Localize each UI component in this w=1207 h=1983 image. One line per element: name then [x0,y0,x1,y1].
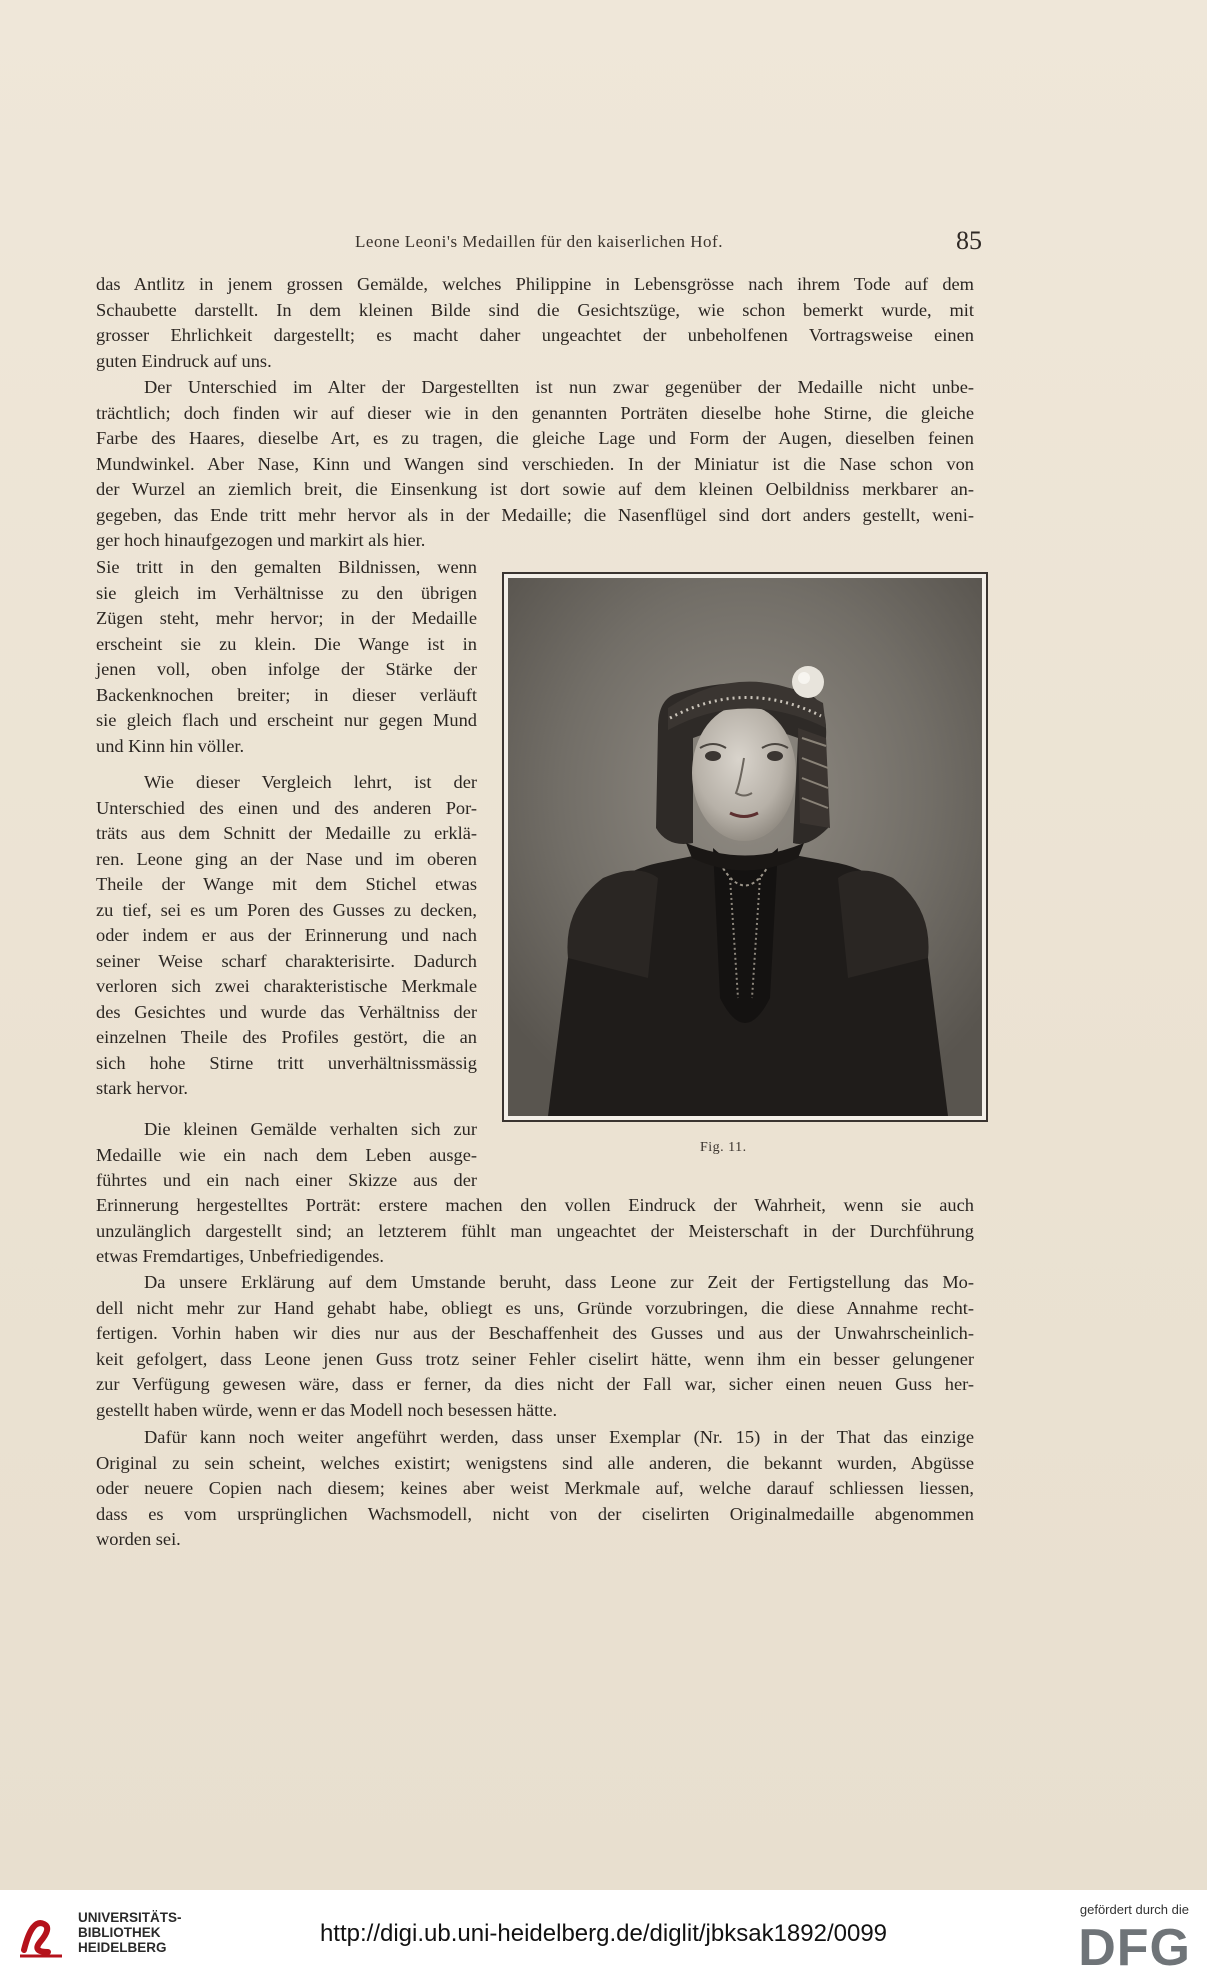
text-line: Da unsere Erklärung auf dem Umstande beruht, dass Leone zur Zeit der Fertigstellung das Mo- [144,1272,974,1292]
paragraph-3 [96,555,477,759]
text-line: etwas Fremdartiges, Unbefriedigendes. [96,1246,385,1266]
text-line: erscheint sie zu klein. Die Wange ist in [96,633,477,654]
text-line: oder indem er aus der Erinnerung und nach [96,925,477,945]
text-line: oder neuere Copien nach diesem; keines aber weist Merkmale auf, welche darauf schliessen liessen, [96,1478,974,1498]
text-line: grosser Ehrlichkeit dargestellt; es macht daher ungeachtet der unbeholfenen Vortragsweise einen [96,325,974,345]
paragraph-2 [96,375,974,554]
text-line: sich hohe Stirne tritt unverhältnissmässig [96,1052,477,1073]
text-line: das Antlitz in jenem grossen Gemälde, welches Philippine in Lebensgrösse nach ihrem Tode auf dem [96,274,974,294]
text-line: Theile der Wange mit dem Stichel etwas [96,874,477,894]
paragraph-5-continued [96,1193,974,1270]
text-line: Der Unterschied im Alter der Dargestellten ist nun zwar gegenüber der Medaille nicht unbe- [144,377,974,397]
text-line: Medaille wie ein nach dem Leben ausge- [96,1144,477,1165]
text-line: führtes und ein nach einer Skizze aus der [96,1170,477,1190]
text-line: fertigen. Vorhin haben wir dies nur aus der Beschaffenheit des Gusses und aus der Unwahrscheinlich- [96,1323,974,1343]
text-line: und Kinn hin völler. [96,735,245,756]
paragraph-5 [96,1117,477,1194]
text-line: sie gleich flach und erscheint nur gegen Mund [96,710,477,730]
text-line: Erinnerung hergestelltes Porträt: erstere machen den vollen Eindruck der Wahrheit, wenn sie auch [96,1195,974,1215]
figure-caption: Fig. 11. [700,1140,747,1155]
text-line: Dafür kann noch weiter angeführt werden, dass unser Exemplar (Nr. 15) in der That das einzige [144,1427,974,1447]
digital-library-url[interactable]: http://digi.ub.uni-heidelberg.de/diglit/jbksak1892/0099 [319,1920,888,1947]
text-line: Sie tritt in den gemalten Bildnissen, wenn [96,557,477,577]
text-line: einzelnen Theile des Profiles gestört, die an [96,1027,477,1047]
portrait-illustration [508,578,982,1116]
text-line: trächtlich; doch finden wir auf dieser wie in den genannten Porträten dieselbe hohe Stirne, die gleiche [96,402,974,423]
text-line: träts aus dem Schnitt der Medaille zu erklä- [96,823,477,843]
text-line: Farbe des Haares, dieselbe Art, es zu tragen, die gleiche Lage und Form der Augen, dieselben feinen [96,428,974,448]
running-header [96,226,982,266]
text-line: stark hervor. [96,1078,188,1098]
paragraph-7 [96,1425,974,1553]
text-line: Backenknochen breiter; in dieser verläuft [96,684,477,705]
paragraph-6 [96,1270,974,1423]
text-line: Schaubette darstellt. In dem kleinen Bilde sind die Gesichtszüge, wie schon bemerkt wurde, mit [96,299,974,320]
text-line: Unterschied des einen und des anderen Por- [96,797,477,818]
text-line: guten Eindruck auf uns. [96,350,272,371]
text-line: Original zu sein scheint, welches existirt; wenigstens sind alle anderen, die bekannt wurden, Abgüsse [96,1452,974,1473]
text-line: Die kleinen Gemälde verhalten sich zur [144,1119,477,1139]
text-line: keit gefolgert, dass Leone jenen Guss trotz seiner Fehler ciselirt hätte, wenn ihm ein besser gelungener [96,1348,974,1369]
text-line: Mundwinkel. Aber Nase, Kinn und Wangen sind verschieden. In der Miniatur ist die Nase schon von [96,453,974,474]
text-line: gegeben, das Ende tritt mehr hervor als in der Medaille; die Nasenflügel sind dort anders gestellt, weni- [96,504,974,525]
paragraph-4 [96,770,477,1102]
footer-bar [0,1890,1207,1983]
portrait-image [508,578,982,1116]
text-line: dass es vom ursprünglichen Wachsmodell, nicht von der ciselirten Originalmedaille abgenommen [96,1503,974,1524]
text-line: Wie dieser Vergleich lehrt, ist der [144,772,477,792]
text-line: zur Verfügung gewesen wäre, dass er ferner, da dies nicht der Fall war, sicher einen neuen Guss her- [96,1374,974,1394]
dfg-logo: DFG [1078,1919,1191,1977]
library-name-line: BIBLIOTHEK [78,1925,161,1940]
text-line: sie gleich im Verhältnisse zu den übrigen [96,582,477,603]
text-line: gestellt haben würde, wenn er das Modell noch besessen hätte. [96,1399,558,1420]
page-number: 85 [956,226,982,255]
text-line: des Gesichtes und wurde das Verhältniss der [96,1001,477,1022]
text-line: jenen voll, oben infolge der Stärke der [96,659,477,679]
running-title: Leone Leoni's Medaillen für den kaiserlichen Hof. [355,232,723,251]
text-line: ger hoch hinaufgezogen und markirt als hier. [96,530,426,550]
text-line: Zügen steht, mehr hervor; in der Medaille [96,608,477,628]
text-line: seiner Weise scharf charakterisirte. Dadurch [96,950,477,971]
text-line: dell nicht mehr zur Hand gehabt habe, obliegt es uns, Gründe vorzubringen, die diese Annahme recht- [96,1297,974,1318]
library-name-line: UNIVERSITÄTS- [78,1910,182,1925]
text-line: verloren sich zwei charakteristische Merkmale [96,976,477,996]
funding-label: gefördert durch die [1079,1902,1189,1917]
library-name-line: HEIDELBERG [78,1940,167,1955]
text-line: der Wurzel an ziemlich breit, die Einsenkung ist dort sowie auf dem kleinen Oelbildniss merkbarer an- [96,479,974,499]
portrait-figure [502,572,988,1122]
text-line: unzulänglich dargestellt sind; an letzterem fühlt man ungeachtet der Meisterschaft in der Durchführung [96,1220,974,1241]
text-line: ren. Leone ging an der Nase und im oberen [96,848,477,869]
text-line: worden sei. [96,1529,181,1549]
text-line: zu tief, sei es um Poren des Gusses zu decken, [96,899,477,920]
paragraph-1 [96,272,974,374]
